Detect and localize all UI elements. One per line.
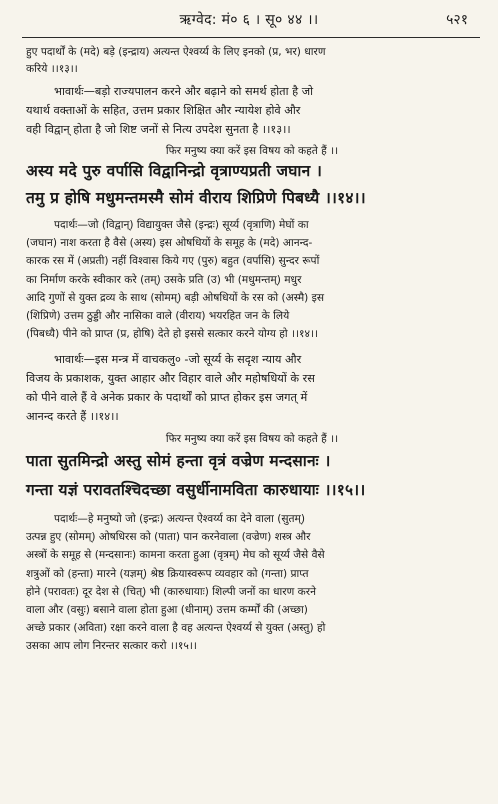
text-line: अस्त्रों के समूह से (मन्दसानः) कामना करता हुआ (वृत्रम्) मेघ को सूर्य्य जैसे वैसे: [26, 549, 325, 562]
page-number: ५२१: [446, 12, 468, 28]
header-rule: [22, 37, 480, 38]
page-header: [0, 8, 498, 34]
mantra-14: [26, 161, 478, 209]
intro-15: फिर मनुष्य क्या करें इस विषय को कहते हैं ।।: [165, 433, 339, 445]
text-line: (शिप्रिणे) उत्तम ठुड्डी और नासिका वाले (वीराय) भयरहित जन के लिये: [26, 310, 290, 323]
text-line: वही विद्वान् होता है जो शिष्ट जनों से नित्य उपदेश सुनता है ।।१३।।: [26, 123, 291, 136]
text-line: हुए पदार्थों के (मदे) बड़े (इन्द्राय) अत्यन्त ऐश्वर्य्य के लिए इनको (प्र, भर) धारण: [26, 46, 326, 58]
text-line: (पिबध्यै) पीने को प्राप्त (प्र, होषि) देते हो इससे सत्कार करने योग्य हो ।।१४।।: [26, 328, 319, 341]
running-title: ऋग्वेद: मं० ६ । सू० ४४ ।।: [179, 12, 319, 28]
text-line: होने (परावतः) दूर देश से (चित्) भी (कारुधायाः) शिल्पी जनों का धारण करने: [26, 585, 316, 598]
text-line: आनन्द करते हैं ।।१४।।: [26, 410, 119, 423]
text-line: को पीने वाले हैं वे अनेक प्रकार के पदार्थों को प्राप्त होकर इस जगत् में: [26, 391, 308, 404]
text-line: का निर्माण करके स्वीकार करे (तम्) उसके प्रति (उ) भी (मधुमन्तम्) मधुर: [26, 273, 302, 286]
mantra-line: तमु प्र होषि मधुमन्तमस्मै सोमं वीराय शिप्रिणे पिबध्यै ।।१४।।: [26, 189, 366, 207]
text-line: यथार्थ वक्ताओं के सहित, उत्तम प्रकार शिक्षित और न्यायेश होवे और: [26, 104, 301, 117]
padarth-15: [26, 510, 478, 656]
padarth-14: [26, 216, 478, 343]
mantra-line: पाता सुतमिन्द्रो अस्तु सोमं हन्ता वृत्रं वज्रेण मन्दसानः ।: [26, 452, 331, 470]
text-line: करिये ।।१३।।: [26, 63, 78, 75]
text-line: पदार्थः—हे मनुष्यो जो (इन्द्रः) अत्यन्त ऐश्वर्य्य का देने वाला (सुतम्): [54, 513, 306, 525]
text-line: वाला और (वसुः) बसाने वाला होता हुआ (धीनाम्) उत्तम कर्म्मों की (अच्छा): [26, 604, 308, 617]
intro-14: फिर मनुष्य क्या करें इस विषय को कहते हैं ।।: [165, 145, 339, 157]
mantra-line: अस्य मदे पुरु वर्पासि विद्वानिन्द्रो वृत्राण्यप्रती जघान ।: [26, 162, 323, 180]
text-line: कारक रस में (अप्रती) नहीं विश्वास किये गए (पुरु) बहुत (वर्पासि) सुन्दर रूपों: [26, 255, 320, 268]
bhavarth-13: [26, 82, 478, 139]
bhavarth-14: [26, 350, 478, 426]
text-line: भावार्थः—बड़ो राज्यपालन करने और बढ़ाने को समर्थ होता है जो: [54, 85, 314, 98]
text-line: भावार्थः—इस मन्त्र में वाचकलु० -जो सूर्य्य के सदृश न्याय और: [54, 353, 302, 366]
text-line: अच्छे प्रकार (अविता) रक्षा करने वाला है वह अत्यन्त ऐश्वर्य्य से युक्त (अस्तु) हो: [26, 622, 326, 635]
mantra-line: गन्ता यज्ञं परावतश्चिदच्छा वसुर्धीनामविता कारुधायाः ।।१५।।: [26, 481, 366, 499]
text-line: शत्रुओं को (हन्ता) मारने (यज्ञम्) श्रेष्ठ क्रियास्वरूप व्यवहार को (गन्ता) प्राप्त: [26, 567, 309, 580]
text-line: पदार्थः—जो (विद्वान्) विद्यायुक्त जैसे (इन्द्रः) सूर्य्य (वृत्राणि) मेघों का: [54, 219, 309, 231]
text-line: उसका आप लोग निरन्तर सत्कार करो ।।१५।।: [26, 640, 197, 653]
text-line: विजय के प्रकाशक, युक्त आहार और विहार वाले और महोषधियों के रस: [26, 372, 315, 385]
text-line: (जघान) नाश करता है वैसे (अस्य) इस ओषधियों के समूह के (मदे) आनन्द-: [26, 237, 313, 250]
text-line: उत्पन्न हुए (सोमम्) ओषधिरस को (पाता) पान करनेवाला (वज्रेण) शस्त्र और: [26, 531, 311, 544]
mantra-15: [26, 451, 478, 501]
previous-padarth-end: [26, 44, 478, 78]
text-line: आदि गुणों से युक्त द्रव्य के साथ (सोमम्) बड़ी ओषधियों के रस को (अस्मै) इस: [26, 291, 325, 304]
